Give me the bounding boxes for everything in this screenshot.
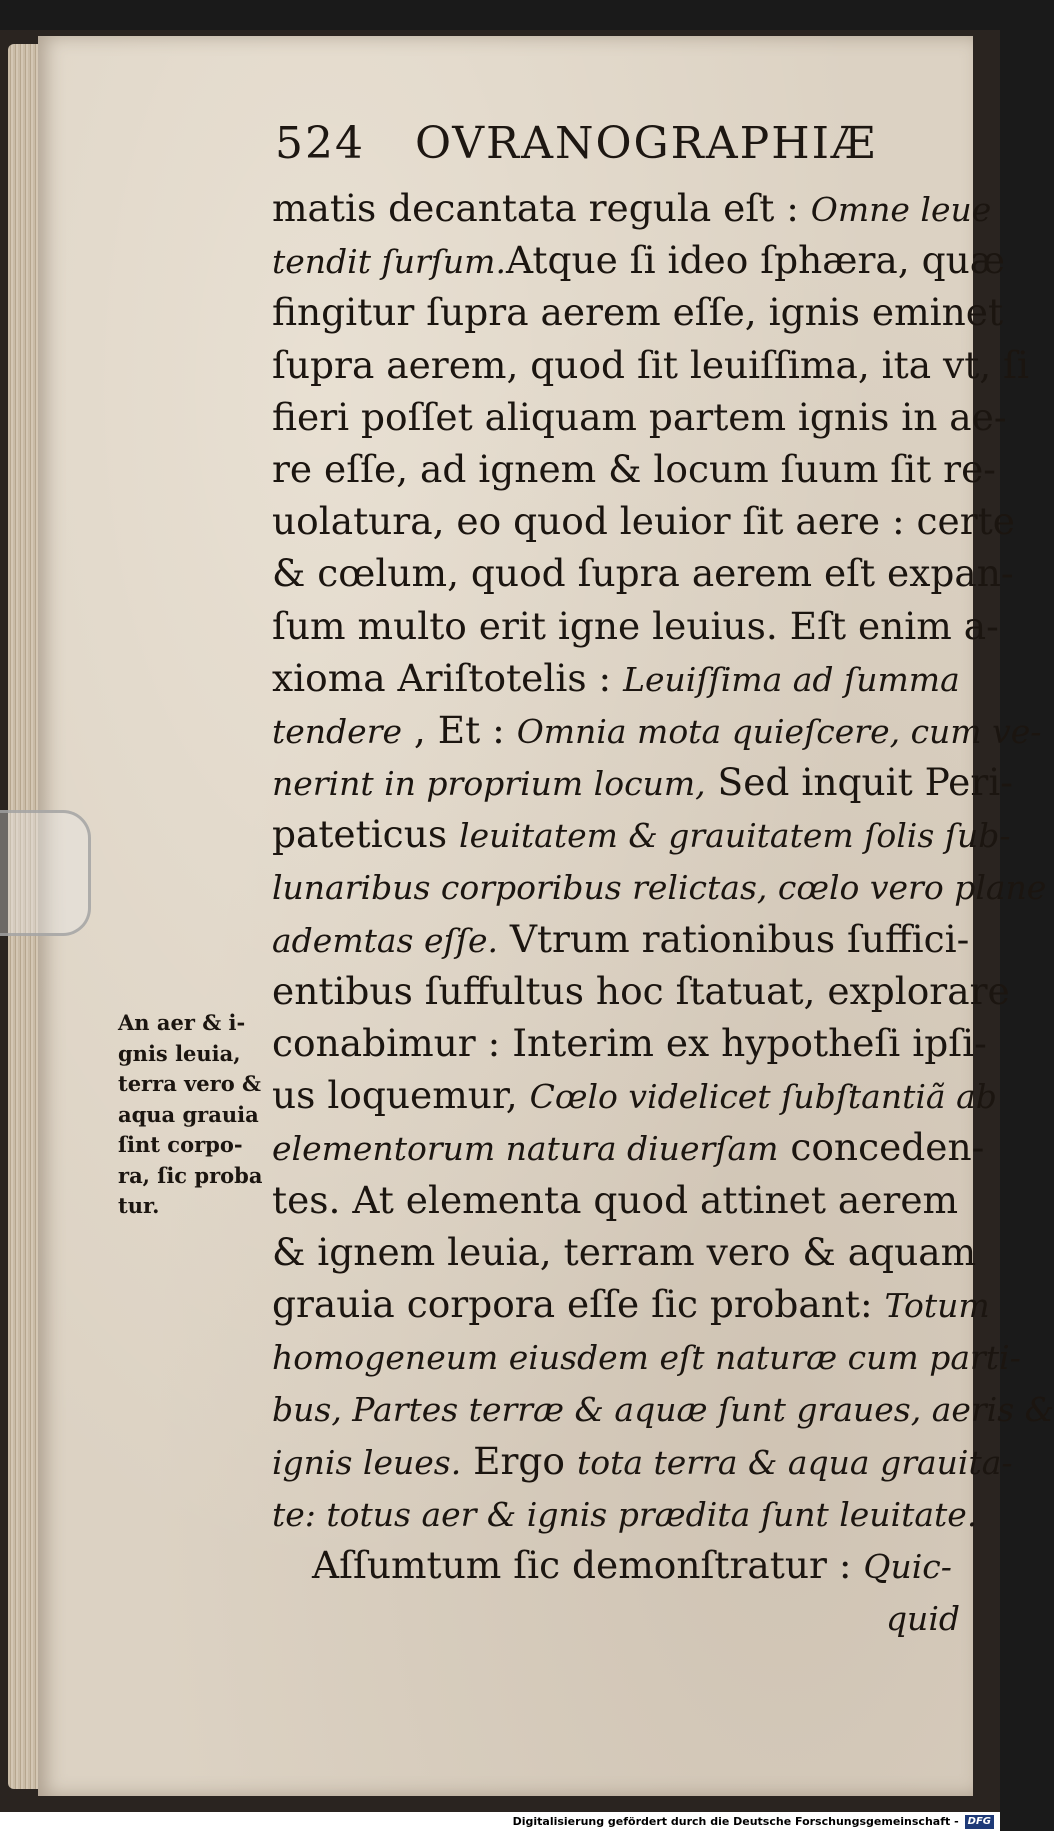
text-run: Atque ſi ideo ſphæra, quæ <box>505 238 1006 283</box>
italic-text-run: tota terra & aqua grauita- <box>576 1442 1013 1482</box>
italic-text-run: Omne leue <box>810 190 992 229</box>
italic-text-run: tendere <box>272 711 403 751</box>
bookmark-clip <box>0 810 91 936</box>
text-line <box>272 547 1014 599</box>
text-line <box>272 860 1047 912</box>
text-run: fingitur ſupra aerem eſſe, ignis eminet <box>272 290 1004 335</box>
text-line <box>272 495 1015 547</box>
italic-text-run: tendit ſurſum. <box>272 242 506 282</box>
marginal-note-line: An aer & i- <box>118 1010 246 1035</box>
text-line <box>272 808 1011 860</box>
text-run: & ignem leuia, terram vero & aquam <box>272 1229 977 1274</box>
text-line <box>272 652 960 704</box>
text-run: Aſſumtum ſic demonſtratur : <box>312 1542 864 1587</box>
text-line <box>272 1591 960 1643</box>
italic-text-run: Omnia mota quieſcere, cum ve- <box>516 711 1042 751</box>
text-line <box>272 391 1007 443</box>
text-line <box>272 1330 1021 1382</box>
text-line <box>272 443 996 495</box>
text-line <box>272 339 1029 391</box>
italic-text-run: ignis leues. <box>272 1442 462 1482</box>
marginal-note-line: terra vero & <box>118 1071 262 1096</box>
italic-text-run: Leuiſſima ad ſumma <box>623 659 960 699</box>
text-line <box>272 756 1013 808</box>
text-line <box>272 286 1004 338</box>
italic-text-run: Cœlo videlicet ſubſtantiã ab <box>529 1077 997 1117</box>
text-line <box>272 1435 1013 1487</box>
italic-text-run: lunaribus corporibus relictas, cœlo vero plane <box>272 868 1047 908</box>
marginal-note-line: tur. <box>118 1193 160 1218</box>
footer-credit: Digitalisierung gefördert durch die Deutsche Forschungsgemeinschaft - <box>512 1815 959 1828</box>
text-run: conabimur : Interim ex hypotheſi ipſi- <box>272 1021 987 1065</box>
italic-text-run: Quic- <box>863 1546 952 1586</box>
text-line <box>272 1382 1054 1434</box>
dfg-logo-icon: DFG <box>965 1815 994 1829</box>
text-run: Ergo <box>461 1438 577 1483</box>
text-line <box>272 1174 960 1226</box>
text-run: uolatura, eo quod leuior ſit aere : certe <box>272 499 1015 544</box>
italic-text-run: te: totus aer & ignis prædita ſunt leuitate. <box>272 1494 978 1534</box>
text-line <box>272 1017 987 1069</box>
running-head <box>275 118 875 178</box>
running-title: OVRANOGRAPHIÆ <box>414 118 877 169</box>
text-line <box>272 1487 978 1539</box>
italic-text-run: ademtas eſſe. <box>272 920 498 960</box>
italic-text-run: leuitatem & grauitatem ſolis ſub- <box>459 816 1011 856</box>
marginal-note-line: gnis leuia, <box>118 1040 241 1066</box>
text-run: re eſſe, ad ignem & locum ſuum ſit re- <box>272 446 996 491</box>
text-run: entibus ſuffultus hoc ſtatuat, explorare <box>272 968 1010 1013</box>
text-run: Vtrum rationibus ſuffici- <box>497 916 970 961</box>
text-run: , Et : <box>402 707 517 752</box>
marginal-note <box>118 1008 278 1222</box>
text-run: ſum multo erit igne leuius. Eſt enim a- <box>272 603 999 648</box>
text-line <box>272 1226 977 1278</box>
italic-text-run: Totum <box>884 1285 990 1325</box>
text-run: fieri poſſet aliquam partem ignis in ae- <box>272 394 1007 439</box>
italic-text-run: homogeneum eiusdem eſt naturæ cum parti- <box>272 1338 1021 1378</box>
marginal-note-line: ra, ſic proba <box>118 1162 263 1188</box>
text-run: grauia corpora eſſe ſic probant: <box>272 1281 885 1326</box>
text-line <box>272 1278 990 1330</box>
text-run: Sed inquit Peri- <box>705 760 1013 805</box>
text-line <box>272 234 1006 286</box>
marginal-note-line: aqua grauia <box>118 1101 259 1127</box>
text-line <box>272 182 992 234</box>
text-line <box>272 600 999 652</box>
main-text-block <box>272 182 1054 1643</box>
text-run: us loquemur, <box>272 1073 530 1118</box>
digitization-footer <box>0 1812 1000 1831</box>
text-line <box>272 965 1010 1017</box>
text-run: pateticus <box>272 812 460 857</box>
italic-text-run: bus, Partes terræ & aquæ ſunt graues, aeris & <box>272 1390 1054 1430</box>
page-number: 524 <box>275 118 365 169</box>
text-run: matis decantata regula eſt : <box>272 186 811 230</box>
text-run: xioma Ariſtotelis : <box>272 655 624 700</box>
text-line <box>272 704 1042 756</box>
italic-text-run: quid <box>885 1599 960 1639</box>
text-run: tes. At elementa quod attinet aerem <box>272 1177 959 1222</box>
text-run: & cœlum, quod ſupra aerem eſt expan- <box>272 551 1014 596</box>
text-run: conceden- <box>778 1125 985 1170</box>
text-line <box>272 1121 985 1173</box>
marginal-note-line: ſint corpo- <box>118 1132 243 1157</box>
italic-text-run: nerint in proprium locum, <box>272 764 706 804</box>
text-line <box>272 913 970 965</box>
text-line <box>272 1069 997 1121</box>
text-line <box>272 1539 960 1591</box>
text-run: ſupra aerem, quod ſit leuiſſima, ita vt, ſi <box>272 342 1029 387</box>
italic-text-run: elementorum natura diuerſam <box>272 1129 779 1169</box>
